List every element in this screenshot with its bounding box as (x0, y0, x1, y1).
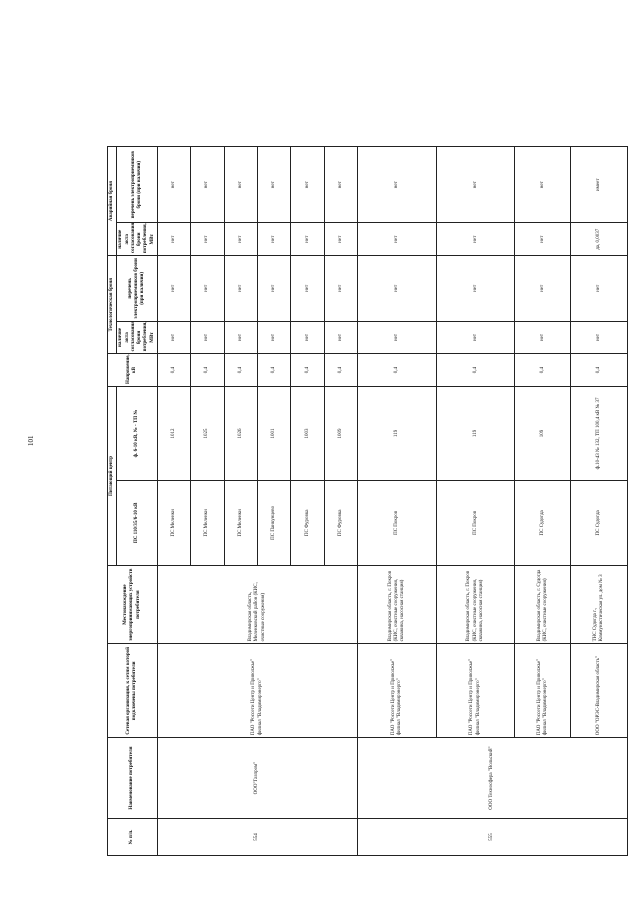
cell-location: Владимирская область, г. Покров (КИС, очистные сооружения, скважина, насосная станция) (358, 565, 437, 644)
cell-voltage: 0,4 (157, 354, 190, 387)
cell-tech-list: нет (258, 256, 291, 321)
cell-em-act: нет (436, 223, 515, 256)
header-em-list: перечень электроприемников брони (при наличии) (117, 147, 158, 223)
cell-em-list: нет (515, 147, 571, 223)
cell-tech-list: нет (515, 256, 571, 321)
cell-ps: ПС Меленки (224, 480, 257, 565)
cell-ps: ПС Меленки (191, 480, 224, 565)
cell-voltage: 0,4 (436, 354, 515, 387)
header-location: Местонахождение энергопринимающих устройств потребителя (108, 565, 158, 644)
header-em-act: наличие акта согласования брони потребления, МВт (117, 223, 158, 256)
cell-tech-act: нет (436, 321, 515, 354)
cell-feeder: 1026 (224, 387, 257, 481)
cell-em-list: нет (224, 147, 257, 223)
cell-tech-list: нет (358, 256, 437, 321)
cell-voltage: 0,4 (191, 354, 224, 387)
cell-em-list: нет (291, 147, 324, 223)
cell-network-org: ПАО "Россети Центр и Приволжье" филиал "Владимирэнерго" (515, 644, 571, 738)
cell-em-act: нет (358, 223, 437, 256)
cell-ps: ПС Панкунцево (258, 480, 291, 565)
cell-feeder: 1009 (324, 387, 357, 481)
cell-voltage: 0,4 (358, 354, 437, 387)
cell-ps: ПС Покров (358, 480, 437, 565)
cell-tech-act: нет (515, 321, 571, 354)
cell-feeder: 1025 (191, 387, 224, 481)
power-reserve-table (107, 146, 628, 856)
cell-em-act: нет (515, 223, 571, 256)
header-num: № п/п. (108, 818, 158, 855)
header-tech-armor: Технологическая броня (108, 256, 117, 354)
cell-tech-list: нет (157, 256, 190, 321)
cell-em-list: нет (436, 147, 515, 223)
table-body (157, 147, 627, 856)
cell-tech-act: нет (358, 321, 437, 354)
header-consumer: Наименование потребителя (108, 738, 158, 819)
cell-location: ТНС Судогда г., Коммунистическая ул. дом № 3 (571, 565, 627, 644)
cell-em-list: имеет (571, 147, 627, 223)
cell-voltage: 0,4 (515, 354, 571, 387)
header-emerg-armor: Аварийная броня (108, 147, 117, 256)
cell-tech-act: нет (324, 321, 357, 354)
cell-feeder: 109 (515, 387, 571, 481)
cell-em-list: нет (191, 147, 224, 223)
cell-consumer: ООО"Газпром" (157, 738, 358, 819)
cell-em-act: нет (324, 223, 357, 256)
cell-tech-act: нет (291, 321, 324, 354)
cell-tech-act: нет (571, 321, 627, 354)
cell-tech-list: нет (436, 256, 515, 321)
cell-em-act: нет (224, 223, 257, 256)
header-ps: ПС 110/35/6-10 кВ (117, 480, 158, 565)
table-row (157, 147, 190, 856)
cell-voltage: 0,4 (571, 354, 627, 387)
cell-feeder: 119 (436, 387, 515, 481)
cell-network-org: ПАО "Россети Центр и Приволжье" филиал "Владимирэнерго" (436, 644, 515, 738)
cell-em-act: нет (157, 223, 190, 256)
cell-num: 554 (157, 818, 358, 855)
cell-ps: ПС Фуровка (291, 480, 324, 565)
cell-ps: ПС Покров (436, 480, 515, 565)
cell-tech-list: нет (571, 256, 627, 321)
header-voltage: Напряжение, кВ (108, 354, 158, 387)
cell-em-act: нет (191, 223, 224, 256)
cell-ps: ПС Фуровка (324, 480, 357, 565)
cell-ps: ПС Судогда (571, 480, 627, 565)
cell-feeder: 1001 (258, 387, 291, 481)
table-row (358, 147, 437, 856)
cell-ps: ПС Меленки (157, 480, 190, 565)
rotated-table-container (107, 146, 604, 856)
cell-tech-act: нет (224, 321, 257, 354)
cell-feeder: 119 (358, 387, 437, 481)
cell-tech-list: нет (224, 256, 257, 321)
cell-tech-list: нет (324, 256, 357, 321)
cell-ps: ПС Судогда (515, 480, 571, 565)
cell-em-list: нет (258, 147, 291, 223)
cell-network-org: ПАО "Россети Центр и Приволжье" филиал "Владимирэнерго" (358, 644, 437, 738)
cell-consumer: ООО Техносфера "Вольский" (358, 738, 627, 819)
cell-tech-act: нет (191, 321, 224, 354)
header-network-org: Сетевая организация, к сетям которой подключены потребители (108, 644, 158, 738)
cell-location: Владимирская область, г. Судогда (КИС, очистные сооружения) (515, 565, 571, 644)
cell-em-list: нет (358, 147, 437, 223)
cell-tech-list: нет (291, 256, 324, 321)
header-feeder: ф. 6-10 кВ, № - ТП № (117, 387, 158, 481)
cell-voltage: 0,4 (224, 354, 257, 387)
cell-em-act: да, 0,0037 (571, 223, 627, 256)
cell-num: 555 (358, 818, 627, 855)
cell-feeder: 1012 (157, 387, 190, 481)
cell-em-act: нет (291, 223, 324, 256)
cell-location: Владимирская область, г. Покров (КИС, очистные сооружения, скважина, насосная станция) (436, 565, 515, 644)
cell-location: Владимирская область, Меленковский район (КИС, очистные сооружения) (157, 565, 358, 644)
cell-em-act: нет (258, 223, 291, 256)
cell-tech-list: нет (191, 256, 224, 321)
cell-tech-act: нет (258, 321, 291, 354)
cell-feeder: 1003 (291, 387, 324, 481)
header-tech-act: наличие акта согласования брони потребления, МВт (117, 321, 158, 354)
cell-network-org: ПАО "Россети Центр и Приволжье" филиал "Владимирэнерго" (157, 644, 358, 738)
cell-voltage: 0,4 (258, 354, 291, 387)
header-tech-list: перечень электроприемников брони (при наличии) (117, 256, 158, 321)
cell-em-list: нет (157, 147, 190, 223)
cell-em-list: нет (324, 147, 357, 223)
cell-voltage: 0,4 (291, 354, 324, 387)
cell-feeder: ф.10-43 № 132, ТП 100,4 кВ № 37 (571, 387, 627, 481)
table-header (108, 147, 158, 856)
cell-tech-act: нет (157, 321, 190, 354)
page-number: 101 (27, 435, 35, 446)
cell-voltage: 0,4 (324, 354, 357, 387)
header-power-center: Питающий центр (108, 387, 117, 566)
cell-network-org: ООО "ОРЭС-Владимирская область" (571, 644, 627, 738)
